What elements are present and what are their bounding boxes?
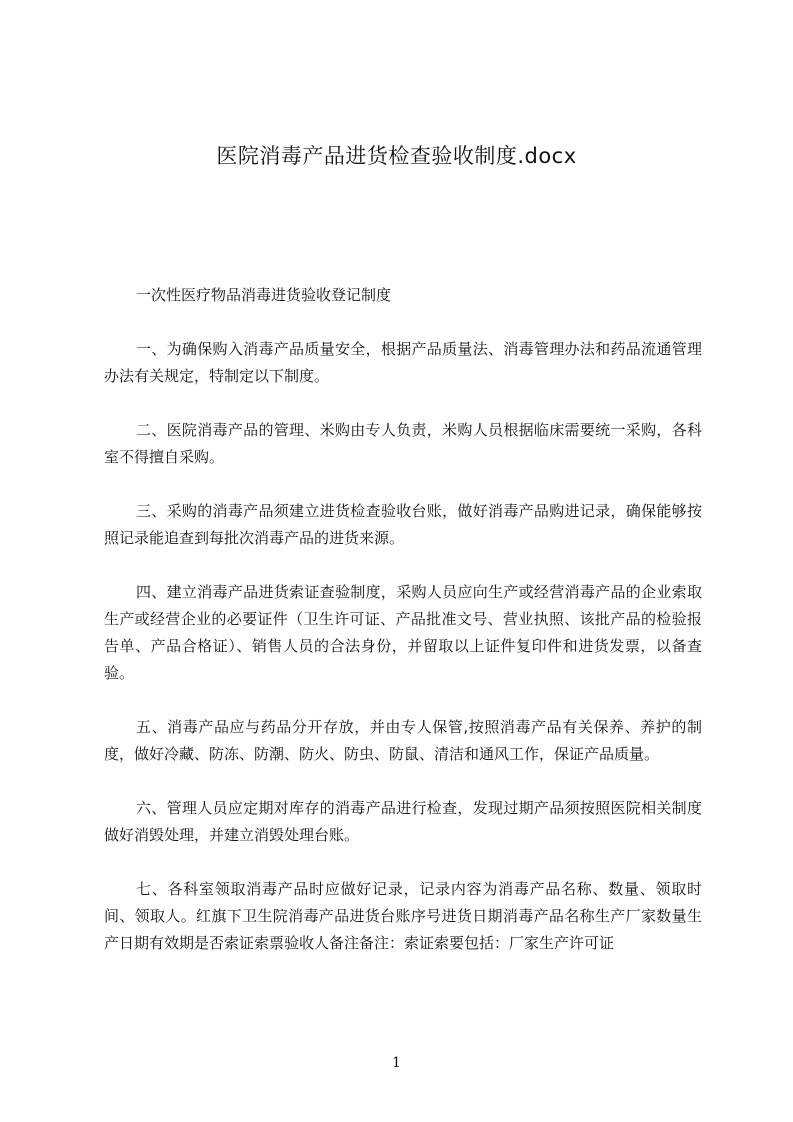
paragraph-1: 一、为确保购入消毒产品质量安全，根据产品质量法、消毒管理办法和药品流通管理办法有关规定，特制定以下制度。 xyxy=(104,340,702,385)
paragraph-3: 三、采购的消毒产品须建立进货检查验收台账，做好消毒产品购进记录，确保能够按照记录能追查到每批次消毒产品的进货来源。 xyxy=(104,502,702,547)
document-body xyxy=(104,282,702,984)
paragraph-7: 七、各科室领取消毒产品时应做好记录，记录内容为消毒产品名称、数量、领取时间、领取人。红旗下卫生院消毒产品进货台账序号进货日期消毒产品名称生产厂家数量生产日期有效期是否索证索票验收人备注备注：索证索要包括：厂家生产许可证 xyxy=(104,880,702,952)
paragraph-2: 二、医院消毒产品的管理、米购由专人负责，米购人员根据临床需要统一采购，各科室不得擅自采购。 xyxy=(104,421,702,466)
paragraph-5: 五、消毒产品应与药品分开存放，并由专人保管,按照消毒产品有关保养、养护的制度，做好冷藏、防冻、防潮、防火、防虫、防鼠、清洁和通风工作，保证产品质量。 xyxy=(104,718,702,763)
document-title: 医院消毒产品进货检查验收制度.docx xyxy=(216,144,577,168)
document-subtitle: 一次性医疗物品消毒进货验收登记制度 xyxy=(136,286,392,304)
page-number: 1 xyxy=(392,1055,401,1071)
paragraph-4: 四、建立消毒产品进货索证查验制度，采购人员应向生产或经营消毒产品的企业索取生产或经营企业的必要证件（卫生许可证、产品批准文号、营业执照、该批产品的检验报告单、产品合格证）、销售人员的合法身份，并留取以上证件复印件和进货发票，以备查验。 xyxy=(104,583,702,682)
paragraph-6: 六、管理人员应定期对库存的消毒产品进行检查，发现过期产品须按照医院相关制度做好消毁处理，并建立消毁处理台账。 xyxy=(104,799,702,844)
